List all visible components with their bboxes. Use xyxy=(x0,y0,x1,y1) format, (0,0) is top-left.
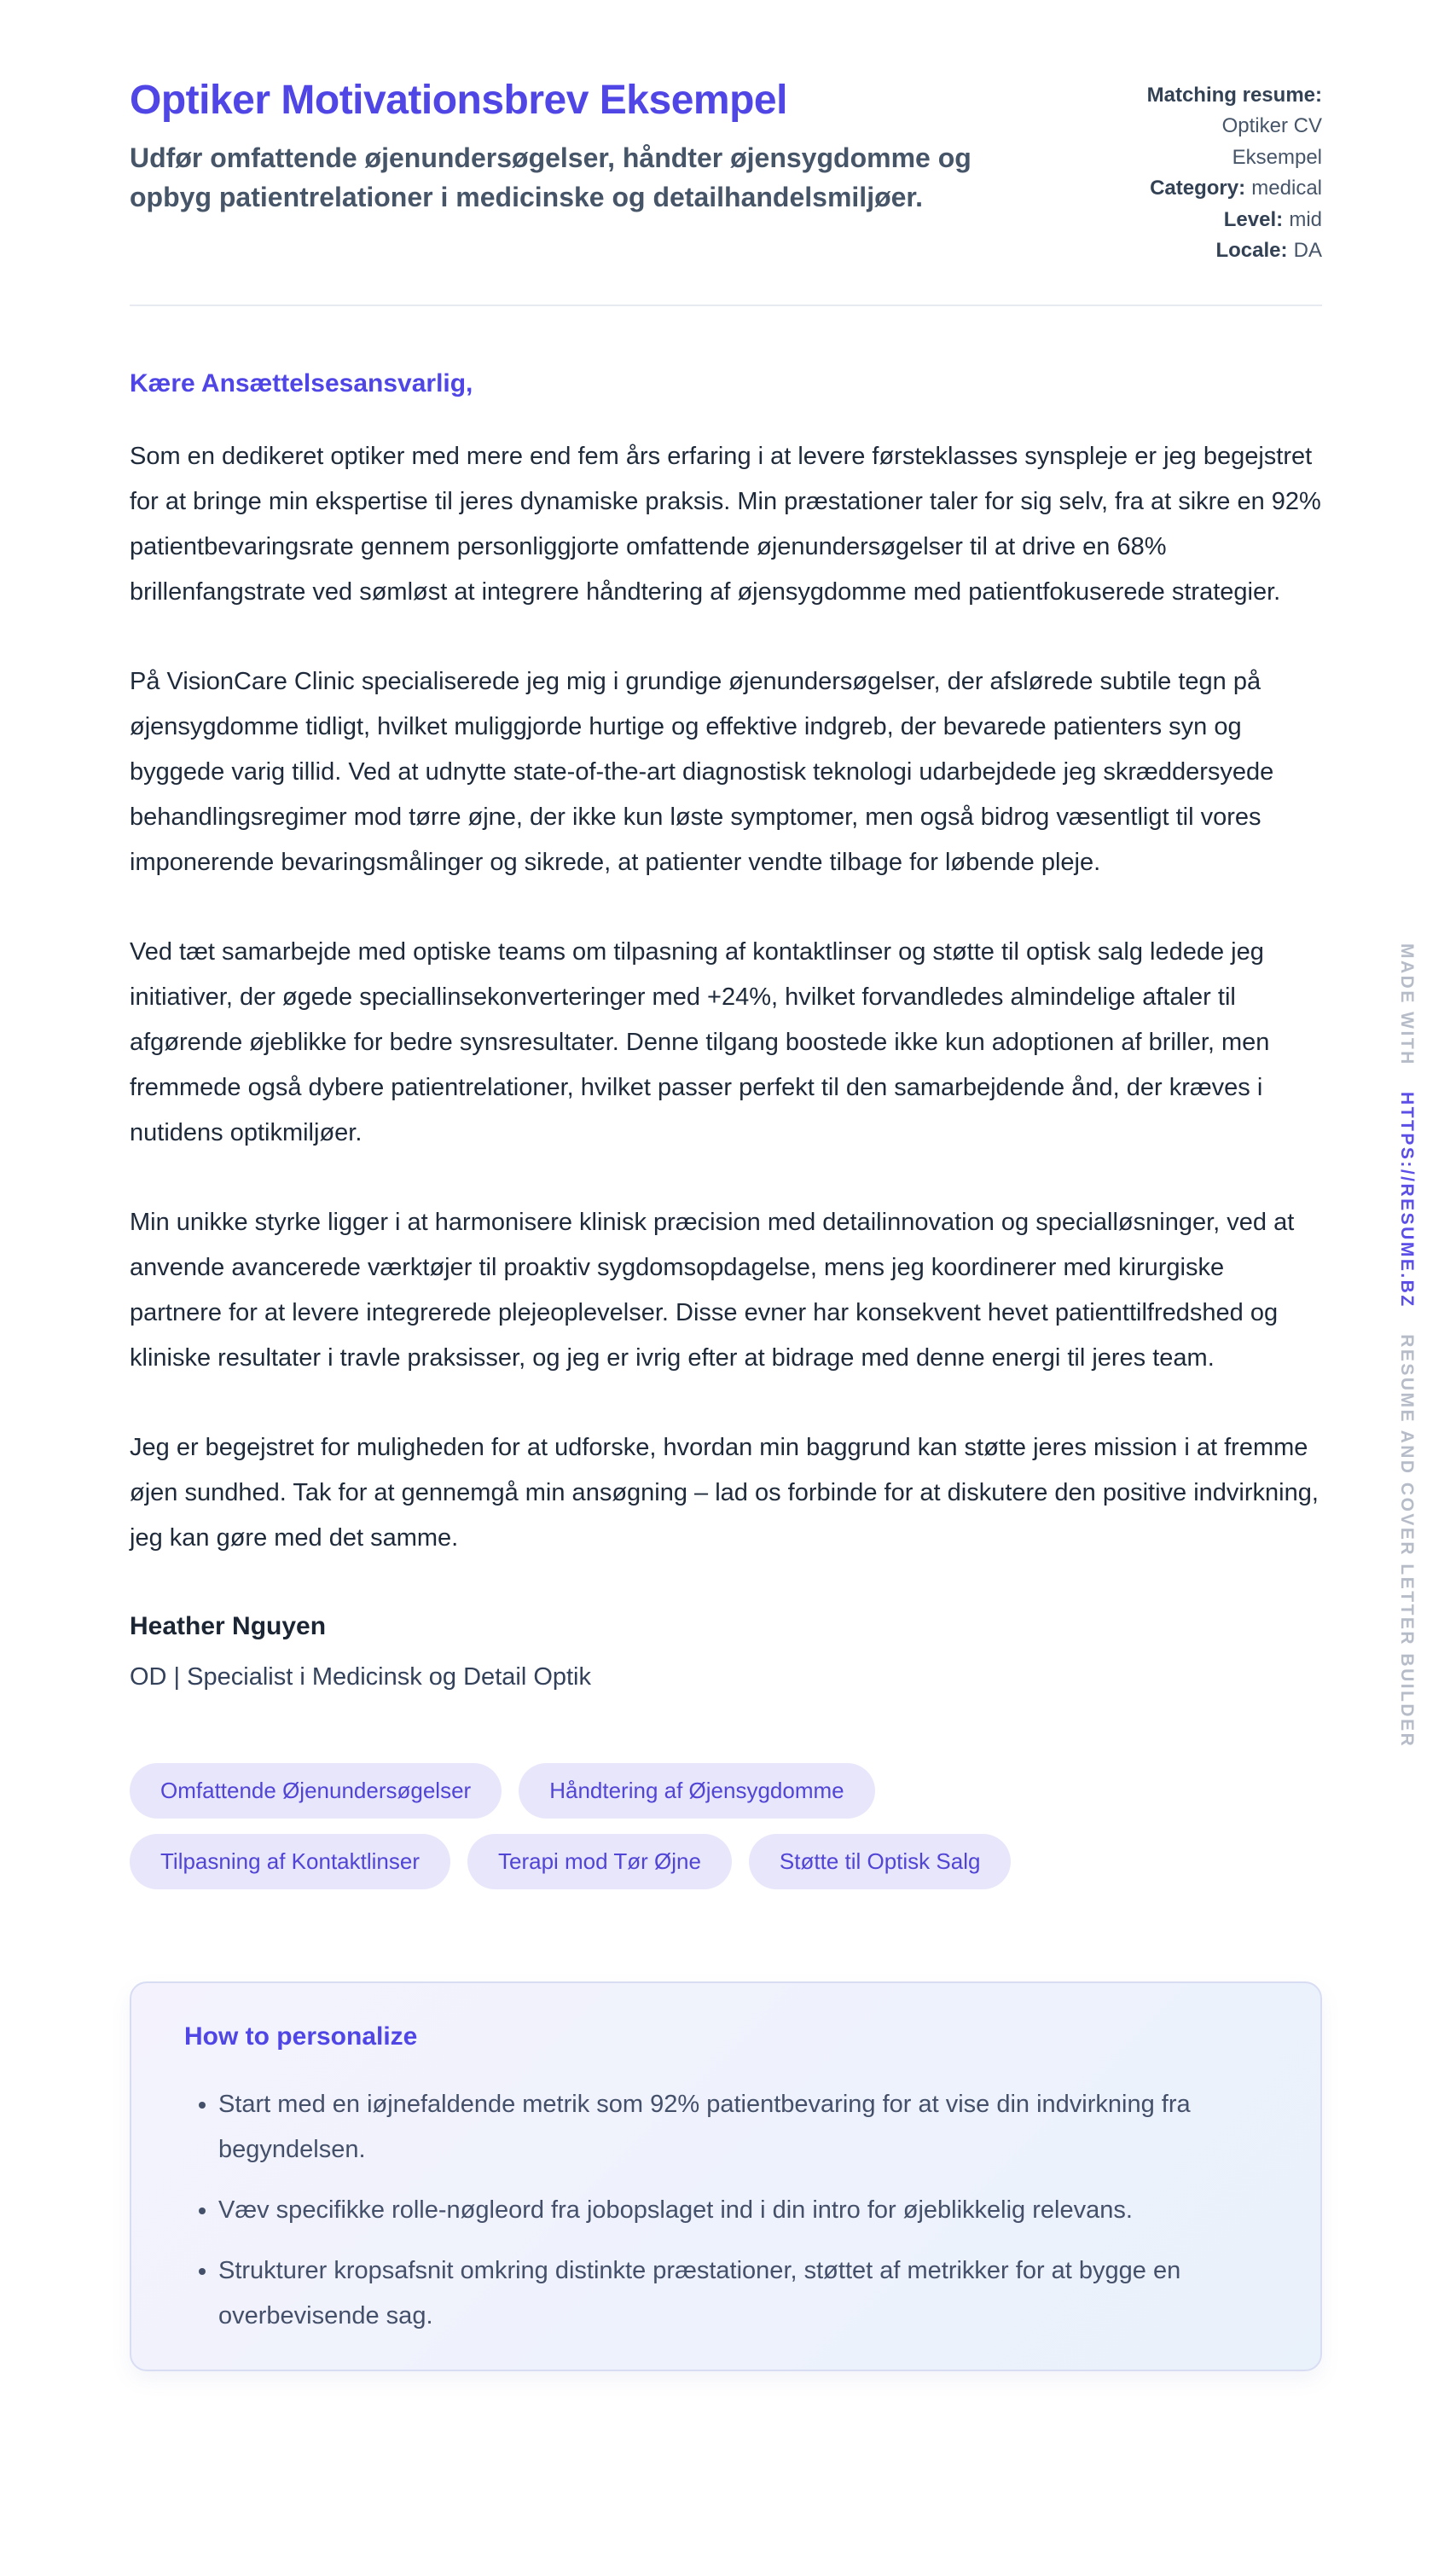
locale-value: DA xyxy=(1293,239,1322,263)
skill-tag: Håndtering af Øjensygdomme xyxy=(519,1763,874,1819)
tip-item: • Strukturer kropsafsnit omkring distinkte præstationer, støttet af metrikker for at bygge en overbevisende sag. xyxy=(218,2248,1267,2339)
level-row xyxy=(1124,205,1322,235)
level-label: Level: xyxy=(1223,207,1284,231)
skill-tag: Støtte til Optisk Salg xyxy=(749,1834,1012,1889)
signature-name: Heather Nguyen xyxy=(130,1611,327,1640)
signature-role: OD | Specialist i Medicinsk og Detail Optik xyxy=(130,1662,592,1691)
tip-item: • Start med en iøjnefaldende metrik som 92% patientbevaring for at vise din indvirkning fra begyndelsen. xyxy=(218,2082,1267,2173)
skill-tag: Tilpasning af Kontaktlinser xyxy=(130,1834,450,1889)
watermark-link[interactable]: HTTPS://RESUME.BZ xyxy=(1397,1092,1417,1308)
letter-paragraph: Ved tæt samarbejde med optiske teams om tilpasning af kontaktlinser og støtte til optisk salg ledede jeg initiativer, der øgede speciallinsekonverteringer med +24%, hvilket forvandledes almindelige aftaler til afgørende øjeblikke for bedre synsresultater. Denne tilgang boostede ikke kun adoptionen af briller, men fremmede også dybere patientrelationer, hvilket passer perfekt til den samarbejdende ånd, der kræves i nutidens optikmiljøer. xyxy=(130,937,1270,1146)
matching-resume-panel xyxy=(1124,77,1322,267)
watermark-prefix: MADE WITH xyxy=(1397,943,1417,1066)
letter-greeting: Kære Ansættelsesansvarlig, xyxy=(130,368,473,397)
matching-resume-label: Matching resume: xyxy=(1146,84,1322,107)
how-to-personalize-title: How to personalize xyxy=(184,2022,418,2051)
skill-tags xyxy=(130,1763,1196,1889)
level-value: mid xyxy=(1289,207,1322,231)
header-divider xyxy=(130,305,1322,306)
letter-paragraph: Som en dedikeret optiker med mere end fem års erfaring i at levere førsteklasses synspleje er jeg begejstret for at bringe min ekspertise til jeres dynamiske praksis. Min præstationer taler for sig selv, fra at sikre en 92% patientbevaringsrate gennem personliggjorte omfattende øjenundersøgelser til at drive en 68% brillenfangstrate ved sømløst at integrere håndtering af øjensygdomme med patientfokuserede strategier. xyxy=(130,442,1321,606)
category-label: Category: xyxy=(1150,177,1246,200)
page-content xyxy=(130,0,1322,2371)
skill-tag: Terapi mod Tør Øjne xyxy=(467,1834,732,1889)
letter-body xyxy=(130,434,1322,1561)
tips-list xyxy=(184,2082,1267,2339)
header xyxy=(130,0,1322,267)
how-to-personalize-card xyxy=(130,1981,1322,2371)
header-titles xyxy=(130,77,991,217)
watermark-suffix: RESUME AND COVER LETTER BUILDER xyxy=(1397,1334,1417,1749)
locale-label: Locale: xyxy=(1215,239,1288,263)
category-value: medical xyxy=(1251,177,1322,200)
category-row xyxy=(1124,173,1322,204)
letter-paragraph: Jeg er begejstret for muligheden for at udforske, hvordan min baggrund kan støtte jeres mission i at fremme øjen sundhed. Tak for at gennemgå min ansøgning – lad os forbinde for at diskutere den positive indvirkning, jeg kan gøre med det samme. xyxy=(130,1433,1319,1552)
page-subtitle: Udfør omfattende øjenundersøgelser, håndter øjensygdomme og opbyg patientrelationer i medicinske og detailhandelsmiljøer. xyxy=(130,142,972,213)
locale-row xyxy=(1124,235,1322,266)
letter-paragraph: Min unikke styrke ligger i at harmonisere klinisk præcision med detailinnovation og specialløsninger, ved at anvende avancerede værktøjer til proaktiv sygdomsopdagelse, mens jeg koordinerer med kirurgiske partnere for at levere integrerede plejeoplevelser. Disse evner har konsekvent hevet patienttilfredshed og kliniske resultater i travle praksisser, og jeg er ivrig efter at bidrage med denne energi til jeres team. xyxy=(130,1208,1295,1372)
tip-item: • Væv specifikke rolle-nøgleord fra jobopslaget ind i din intro for øjeblikkelig relevans. xyxy=(218,2188,1267,2233)
matching-resume-link[interactable]: Optiker CV Eksempel xyxy=(1221,114,1322,169)
skill-tag: Omfattende Øjenundersøgelser xyxy=(130,1763,502,1819)
cover-letter xyxy=(130,369,1322,1691)
watermark xyxy=(1398,943,1416,1748)
page-title: Optiker Motivationsbrev Eksempel xyxy=(130,78,787,123)
letter-paragraph: På VisionCare Clinic specialiserede jeg mig i grundige øjenundersøgelser, der afslørede subtile tegn på øjensygdomme tidligt, hvilket muliggjorde hurtige og effektive indgreb, der bevarede patienters syn og byggede varig tillid. Ved at udnytte state-of-the-art diagnostisk teknologi udarbejdede jeg skræddersyede behandlingsregimer mod tørre øjne, der ikke kun løste symptomer, men også bidrog væsentligt til vores imponerende bevaringsmålinger og sikrede, at patienter vendte tilbage for løbende pleje. xyxy=(130,667,1274,876)
